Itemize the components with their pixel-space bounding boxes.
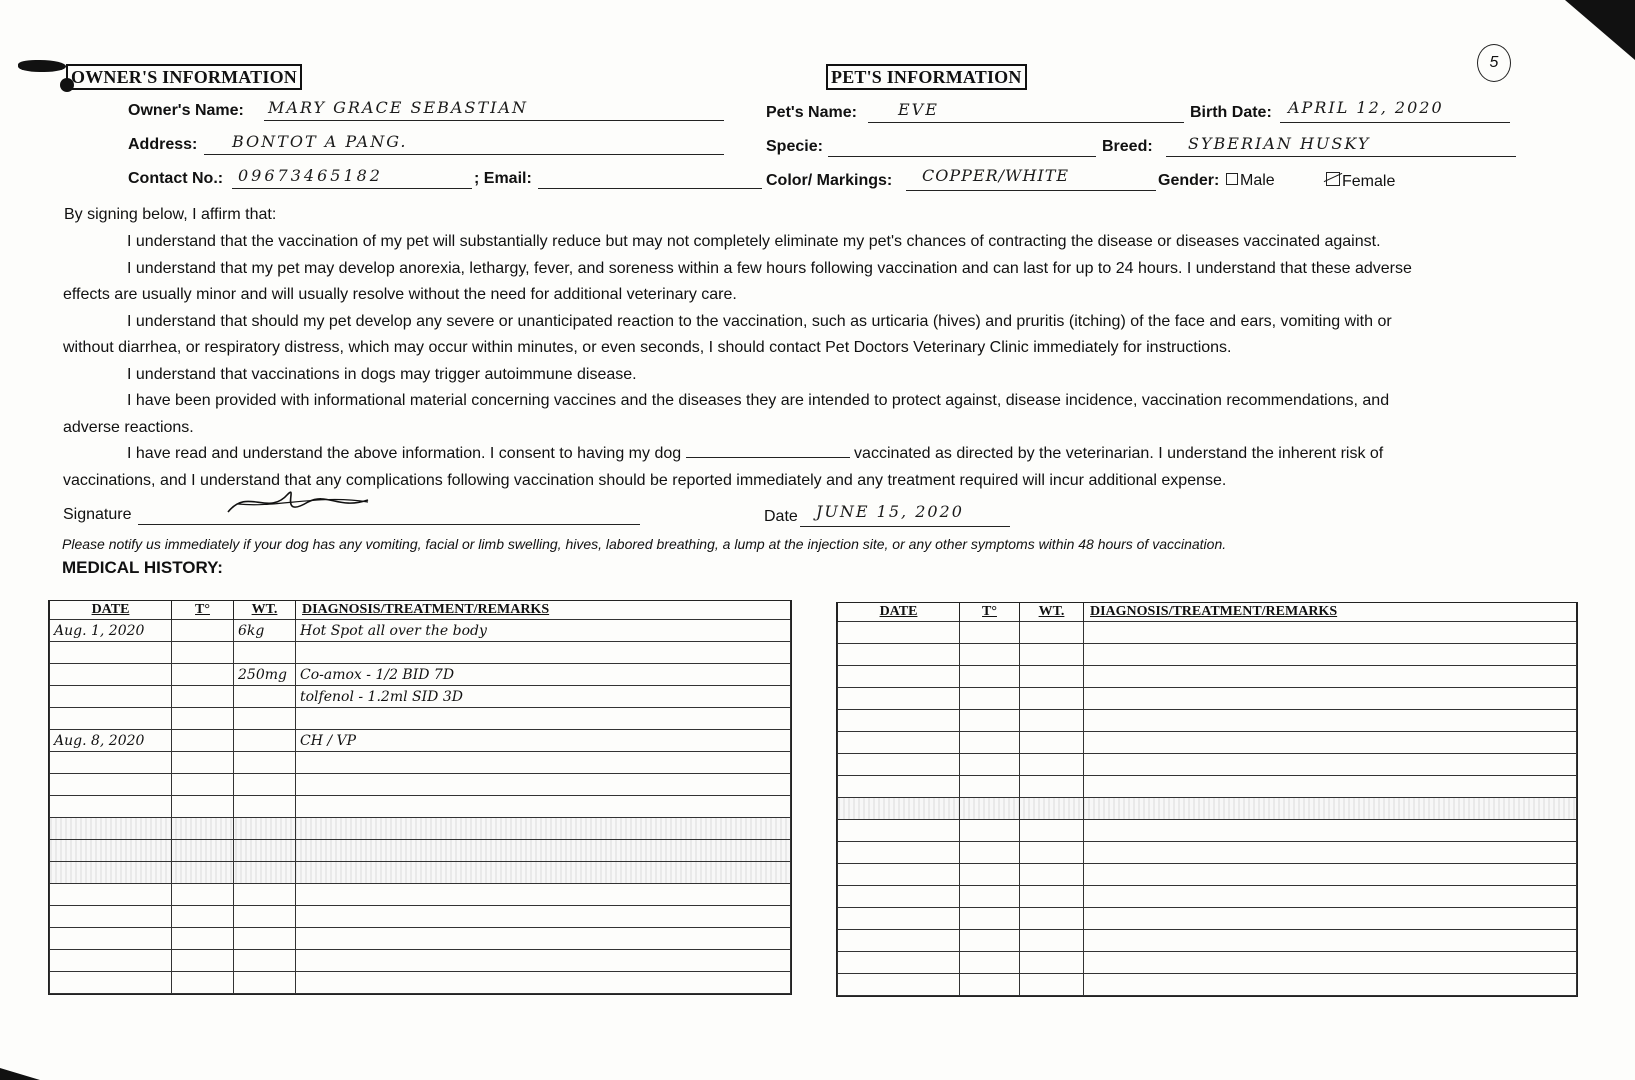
col-date: DATE [838, 603, 960, 622]
pet-name-label: Pet's Name: [766, 104, 857, 121]
cell-remarks[interactable] [1084, 974, 1577, 996]
cell-remarks[interactable] [1084, 930, 1577, 952]
cell-temp[interactable] [960, 842, 1020, 864]
cell-date[interactable]: Aug. 8, 2020 [50, 730, 172, 752]
consent-p3-cont: without diarrhea, or respiratory distress, which may occur within minutes, or even seconds, I should contact Pet Doctors Veterinary Clinic immediately for instructions. [63, 339, 1232, 356]
table-row [838, 930, 1577, 952]
cell-remarks[interactable]: Hot Spot all over the body [296, 620, 791, 642]
cell-weight[interactable] [1020, 864, 1084, 886]
address-field[interactable] [204, 132, 724, 155]
table-row [838, 974, 1577, 996]
cell-temp[interactable] [960, 798, 1020, 820]
cell-weight[interactable] [234, 840, 296, 862]
table-row [838, 908, 1577, 930]
date-field[interactable] [800, 504, 1010, 527]
cell-temp[interactable] [172, 708, 234, 730]
cell-weight[interactable]: 6kg [234, 620, 296, 642]
cell-weight[interactable] [1020, 974, 1084, 996]
cell-date[interactable] [50, 884, 172, 906]
pet-name-value: EVE [898, 100, 939, 119]
table-row [50, 708, 791, 730]
cell-remarks[interactable]: tolfenol - 1.2ml SID 3D [296, 686, 791, 708]
consent-p5: I have been provided with informational material concerning vaccines and the diseases they are intended to protect against, disease incidence, vaccination recommendations, and [127, 392, 1390, 409]
contact-label: Contact No.: [128, 170, 224, 187]
consent-p3: I understand that should my pet develop any severe or unanticipated reaction to the vaccination, such as urticaria (hives) and pruritis (itching) of the face and ears, vomiting with or [127, 312, 1392, 330]
cell-date[interactable] [838, 776, 960, 798]
cell-temp[interactable] [172, 972, 234, 994]
cell-weight[interactable] [234, 708, 296, 730]
cell-weight[interactable]: 250mg [234, 664, 296, 686]
cell-remarks[interactable] [1084, 886, 1577, 908]
cell-date[interactable] [50, 774, 172, 796]
cell-remarks[interactable] [1084, 842, 1577, 864]
cell-temp[interactable] [172, 840, 234, 862]
cell-weight[interactable] [1020, 644, 1084, 666]
cell-remarks[interactable] [1084, 908, 1577, 930]
cell-date[interactable] [838, 842, 960, 864]
cell-date[interactable]: Aug. 1, 2020 [50, 620, 172, 642]
cell-date[interactable] [50, 972, 172, 994]
cell-remarks[interactable]: CH / VP [296, 730, 791, 752]
cell-remarks[interactable] [1084, 732, 1577, 754]
cell-weight[interactable] [234, 862, 296, 884]
cell-date[interactable] [838, 754, 960, 776]
cell-date[interactable] [50, 796, 172, 818]
table-row [50, 664, 791, 686]
table-row [838, 952, 1577, 974]
cell-date[interactable] [50, 906, 172, 928]
breed-value: SYBERIAN HUSKY [1188, 134, 1371, 153]
table-row [50, 686, 791, 708]
cell-temp[interactable] [960, 886, 1020, 908]
cell-weight[interactable] [234, 796, 296, 818]
table-row [50, 906, 791, 928]
medical-history-title: MEDICAL HISTORY: [62, 558, 223, 577]
cell-date[interactable] [838, 644, 960, 666]
ink-blot [18, 60, 66, 72]
owner-section-title: OWNER'S INFORMATION [66, 64, 302, 90]
birth-date-field[interactable] [1280, 100, 1510, 123]
cell-date[interactable] [50, 950, 172, 972]
cell-date[interactable] [838, 908, 960, 930]
cell-weight[interactable] [234, 686, 296, 708]
gender-male-label: Male [1240, 172, 1275, 189]
date-label: Date [764, 508, 798, 525]
col-weight: WT. [1020, 603, 1084, 622]
gender-label: Gender: [1158, 172, 1220, 189]
birth-date-value: APRIL 12, 2020 [1288, 98, 1444, 117]
cell-weight[interactable] [1020, 886, 1084, 908]
cell-date[interactable] [50, 840, 172, 862]
cell-temp[interactable] [172, 906, 234, 928]
cell-remarks[interactable] [296, 708, 791, 730]
cell-date[interactable] [50, 752, 172, 774]
table-row [50, 730, 791, 752]
owner-name-field[interactable] [264, 98, 724, 121]
cell-temp[interactable] [960, 952, 1020, 974]
cell-remarks[interactable] [1084, 754, 1577, 776]
col-date: DATE [50, 601, 172, 620]
corner-mark-top-right [1565, 0, 1635, 60]
table-row [838, 842, 1577, 864]
cell-date[interactable] [50, 708, 172, 730]
medical-table-right [836, 602, 1578, 997]
col-remarks: DIAGNOSIS/TREATMENT/REMARKS [296, 601, 791, 620]
breed-field[interactable] [1166, 134, 1516, 157]
notice-text: Please notify us immediately if your dog has any vomiting, facial or limb swelling, hives, labored breathing, a lump at the injection site, or any other symptoms within 48 hours of vaccination. [62, 536, 1227, 552]
color-markings-value: COPPER/WHITE [922, 166, 1070, 185]
cell-remarks[interactable] [296, 774, 791, 796]
cell-temp[interactable] [960, 732, 1020, 754]
consent-body [63, 229, 1573, 494]
birth-date-label: Birth Date: [1190, 104, 1272, 121]
color-markings-label: Color/ Markings: [766, 172, 893, 189]
cell-remarks[interactable] [1084, 776, 1577, 798]
cell-remarks[interactable] [296, 928, 791, 950]
cell-date[interactable] [838, 952, 960, 974]
cell-remarks[interactable] [1084, 666, 1577, 688]
cell-weight[interactable] [1020, 842, 1084, 864]
gender-female-label: Female [1342, 173, 1396, 190]
col-temp: T° [960, 603, 1020, 622]
cell-temp[interactable] [960, 754, 1020, 776]
signature-label: Signature [63, 506, 132, 523]
table-row [50, 928, 791, 950]
cell-temp[interactable] [172, 730, 234, 752]
cell-temp[interactable] [960, 820, 1020, 842]
cell-weight[interactable] [234, 642, 296, 664]
cell-weight[interactable] [1020, 754, 1084, 776]
table-row [838, 710, 1577, 732]
table-row [838, 688, 1577, 710]
medical-table-left [48, 600, 792, 995]
specie-field[interactable] [828, 134, 1096, 157]
cell-remarks[interactable] [296, 862, 791, 884]
cell-weight[interactable] [234, 884, 296, 906]
cell-remarks[interactable] [296, 884, 791, 906]
cell-remarks[interactable] [1084, 798, 1577, 820]
consent-p1: I understand that the vaccination of my pet will substantially reduce but may not completely eliminate my pet's chances of contracting the disease or diseases vaccinated against. [127, 233, 1381, 250]
cell-weight[interactable] [1020, 820, 1084, 842]
cell-remarks[interactable] [296, 642, 791, 664]
dog-name-blank[interactable] [686, 443, 850, 458]
color-markings-field[interactable] [906, 168, 1156, 191]
email-field[interactable] [538, 166, 762, 189]
col-temp: T° [172, 601, 234, 620]
consent-p5-cont: adverse reactions. [63, 418, 194, 436]
consent-p6-cont: vaccinations, and I understand that any complications following vaccination should be reported immediately and any treatment required will incur additional expense. [63, 471, 1227, 489]
cell-weight[interactable] [234, 928, 296, 950]
date-value: JUNE 15, 2020 [816, 502, 964, 521]
cell-temp[interactable] [172, 774, 234, 796]
cell-temp[interactable] [172, 928, 234, 950]
cell-date[interactable] [838, 798, 960, 820]
cell-weight[interactable] [234, 972, 296, 994]
cell-temp[interactable] [172, 862, 234, 884]
cell-date[interactable] [838, 930, 960, 952]
cell-weight[interactable] [1020, 776, 1084, 798]
col-weight: WT. [234, 601, 296, 620]
cell-remarks[interactable]: Co-amox - 1/2 BID 7D [296, 664, 791, 686]
cell-weight[interactable] [234, 752, 296, 774]
table-row [838, 622, 1577, 644]
cell-date[interactable] [838, 688, 960, 710]
cell-temp[interactable] [172, 950, 234, 972]
table-row [50, 774, 791, 796]
gender-male-checkbox[interactable] [1226, 173, 1238, 185]
contact-field[interactable] [232, 166, 472, 189]
cell-temp[interactable] [960, 710, 1020, 732]
breed-label: Breed: [1102, 138, 1153, 155]
cell-weight[interactable] [234, 906, 296, 928]
table-row [50, 818, 791, 840]
cell-date[interactable] [50, 664, 172, 686]
cell-temp[interactable] [172, 620, 234, 642]
cell-remarks[interactable] [1084, 688, 1577, 710]
cell-weight[interactable] [234, 818, 296, 840]
cell-date[interactable] [50, 928, 172, 950]
page-marker-circle [1477, 44, 1511, 82]
cell-date[interactable] [838, 732, 960, 754]
table-row [50, 972, 791, 994]
consent-intro: By signing below, I affirm that: [64, 206, 277, 223]
cell-date[interactable] [838, 710, 960, 732]
consent-p2: I understand that my pet may develop anorexia, lethargy, fever, and soreness within a few hours following vaccination and can last for up to 24 hours. I understand that these adverse [127, 259, 1412, 277]
cell-temp[interactable] [172, 752, 234, 774]
cell-remarks[interactable] [296, 950, 791, 972]
specie-label: Specie: [766, 138, 823, 155]
corner-mark-bottom-left [0, 1068, 40, 1080]
cell-remarks[interactable] [1084, 622, 1577, 644]
email-label: ; Email: [474, 170, 532, 187]
table-row [50, 950, 791, 972]
page-marker-value: 5 [1489, 54, 1499, 71]
cell-remarks[interactable] [1084, 864, 1577, 886]
cell-temp[interactable] [960, 864, 1020, 886]
cell-date[interactable] [838, 666, 960, 688]
cell-temp[interactable] [172, 818, 234, 840]
cell-temp[interactable] [172, 664, 234, 686]
cell-temp[interactable] [172, 642, 234, 664]
cell-temp[interactable] [960, 688, 1020, 710]
table-row [50, 884, 791, 906]
cell-remarks[interactable] [1084, 644, 1577, 666]
cell-remarks[interactable] [296, 796, 791, 818]
owner-name-label: Owner's Name: [128, 102, 244, 119]
cell-weight[interactable] [1020, 952, 1084, 974]
cell-remarks[interactable] [296, 818, 791, 840]
table-row [838, 864, 1577, 886]
table-row [50, 840, 791, 862]
table-row [838, 776, 1577, 798]
cell-weight[interactable] [234, 774, 296, 796]
cell-weight[interactable] [1020, 930, 1084, 952]
table-row [838, 820, 1577, 842]
gender-female-option[interactable] [1326, 172, 1395, 191]
address-label: Address: [128, 136, 198, 153]
cell-remarks[interactable] [296, 972, 791, 994]
owner-name-value: MARY GRACE SEBASTIAN [268, 98, 528, 117]
cell-date[interactable] [50, 818, 172, 840]
table-row [838, 754, 1577, 776]
cell-weight[interactable] [1020, 688, 1084, 710]
cell-remarks[interactable] [296, 840, 791, 862]
col-remarks: DIAGNOSIS/TREATMENT/REMARKS [1084, 603, 1577, 622]
table-row [838, 666, 1577, 688]
cell-temp[interactable] [172, 884, 234, 906]
table-row [50, 796, 791, 818]
consent-p6: I have read and understand the above information. I consent to having my dog vaccinated as directed by the veterinarian. I understand the inherent risk of [127, 445, 1384, 462]
cell-date[interactable] [838, 820, 960, 842]
signature-scribble [218, 482, 378, 522]
cell-temp[interactable] [172, 686, 234, 708]
table-row [838, 732, 1577, 754]
cell-weight[interactable] [1020, 732, 1084, 754]
cell-date[interactable] [50, 862, 172, 884]
table-row [50, 620, 791, 642]
cell-date[interactable] [838, 974, 960, 996]
address-value: BONTOT A PANG. [232, 132, 408, 151]
cell-date[interactable] [50, 686, 172, 708]
cell-date[interactable] [50, 642, 172, 664]
consent-p2-cont: effects are usually minor and will usually resolve without the need for additional veterinary care. [63, 286, 737, 303]
cell-temp[interactable] [172, 796, 234, 818]
cell-remarks[interactable] [296, 752, 791, 774]
cell-weight[interactable] [1020, 798, 1084, 820]
consent-p4: I understand that vaccinations in dogs may trigger autoimmune disease. [127, 365, 637, 383]
cell-weight[interactable] [1020, 622, 1084, 644]
table-row [838, 798, 1577, 820]
gender-male-option[interactable] [1226, 172, 1275, 190]
table-row [838, 886, 1577, 908]
table-row [50, 642, 791, 664]
cell-temp[interactable] [960, 622, 1020, 644]
pet-section-title: PET'S INFORMATION [826, 64, 1027, 90]
gender-female-checkbox[interactable] [1326, 172, 1340, 186]
table-row [838, 644, 1577, 666]
cell-remarks[interactable] [1084, 820, 1577, 842]
cell-temp[interactable] [960, 908, 1020, 930]
cell-date[interactable] [838, 622, 960, 644]
cell-temp[interactable] [960, 776, 1020, 798]
cell-temp[interactable] [960, 644, 1020, 666]
pet-name-field[interactable] [868, 100, 1184, 123]
cell-remarks[interactable] [1084, 952, 1577, 974]
cell-date[interactable] [838, 864, 960, 886]
cell-weight[interactable] [234, 950, 296, 972]
cell-remarks[interactable] [1084, 710, 1577, 732]
cell-temp[interactable] [960, 974, 1020, 996]
cell-date[interactable] [838, 886, 960, 908]
cell-weight[interactable] [234, 730, 296, 752]
cell-temp[interactable] [960, 666, 1020, 688]
table-row [50, 862, 791, 884]
contact-value: 09673465182 [238, 166, 383, 185]
signature-field[interactable] [138, 502, 640, 525]
cell-remarks[interactable] [296, 906, 791, 928]
cell-temp[interactable] [960, 930, 1020, 952]
table-row [50, 752, 791, 774]
cell-weight[interactable] [1020, 908, 1084, 930]
cell-weight[interactable] [1020, 666, 1084, 688]
cell-weight[interactable] [1020, 710, 1084, 732]
